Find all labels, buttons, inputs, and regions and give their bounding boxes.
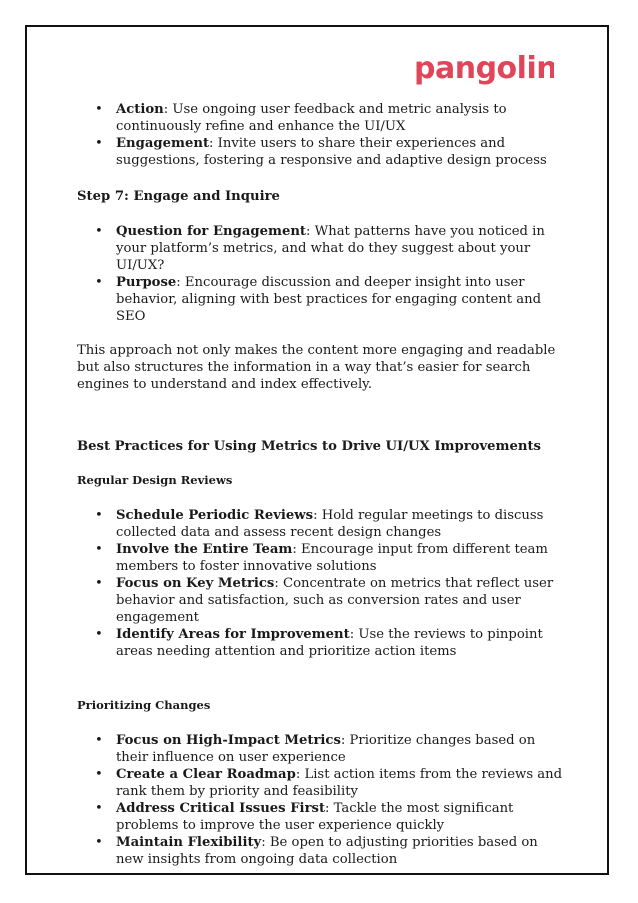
list-item-text: : Use the reviews to pinpoint areas needing attention and prioritize action items — [116, 627, 543, 659]
list-item-term: Involve the Entire Team — [116, 542, 293, 557]
list-item-term: Purpose — [116, 275, 177, 290]
list-item-text: : Encourage discussion and deeper insight into user behavior, aligning with best practices for engaging content and SEO — [116, 275, 542, 324]
list-regular-reviews — [77, 507, 567, 660]
list-step6 — [77, 101, 567, 169]
list-item-term: Question for Engagement — [116, 224, 307, 239]
list-item — [77, 732, 567, 766]
list-item-text: : List action items from the reviews and rank them by priority and feasibility — [116, 767, 563, 799]
list-item — [77, 626, 567, 660]
summary-paragraph: This approach not only makes the content more engaging and readable but also structures the information in a way that’s easier for search engines to understand and index effectively. — [77, 343, 556, 392]
list-item-text: : Use ongoing user feedback and metric analysis to continuously refine and enhance the UI/UX — [116, 102, 507, 134]
list-item — [77, 834, 567, 868]
pangolin-logo — [414, 50, 554, 90]
step7-heading: Step 7: Engage and Inquire — [77, 189, 280, 204]
regular-reviews-heading: Regular Design Reviews — [77, 473, 233, 487]
list-item-text: : Concentrate on metrics that reflect user behavior and satisfaction, such as conversion rates and user engagement — [116, 576, 554, 625]
list-item-text: : Hold regular meetings to discuss collected data and assess recent design changes — [116, 508, 544, 540]
list-item-term: Focus on High-Impact Metrics — [116, 733, 341, 748]
list-item-text: : What patterns have you noticed in your platform’s metrics, and what do they suggest about your UI/UX? — [116, 224, 545, 273]
list-item-text: : Tackle the most significant problems to improve the user experience quickly — [116, 801, 514, 833]
document-body — [77, 101, 567, 868]
list-item — [77, 766, 567, 800]
list-item-text: : Be open to adjusting priorities based on new insights from ongoing data collection — [116, 835, 538, 867]
list-item-term: Focus on Key Metrics — [116, 576, 275, 591]
list-item — [77, 135, 567, 169]
logo-text: pangolin — [414, 51, 554, 86]
list-item-text: : Invite users to share their experiences and suggestions, fostering a responsive and adaptive design process — [116, 136, 547, 168]
list-step7 — [77, 223, 567, 325]
list-item-text: : Encourage input from different team members to foster innovative solutions — [116, 542, 548, 574]
list-item — [77, 575, 567, 626]
best-practices-heading: Best Practices for Using Metrics to Drive UI/UX Improvements — [77, 439, 541, 454]
list-item-term: Schedule Periodic Reviews — [116, 508, 314, 523]
list-item-term: Maintain Flexibility — [116, 835, 262, 850]
pangolin-logo-mark — [414, 50, 554, 90]
list-item — [77, 541, 567, 575]
list-item — [77, 223, 567, 274]
list-prioritizing — [77, 732, 567, 868]
list-item — [77, 274, 567, 325]
list-item-term: Address Critical Issues First — [116, 801, 326, 816]
list-item-term: Identify Areas for Improvement — [116, 627, 350, 642]
list-item — [77, 101, 567, 135]
list-item — [77, 800, 567, 834]
list-item-text: : Prioritize changes based on their influence on user experience — [116, 733, 536, 765]
list-item-term: Create a Clear Roadmap — [116, 767, 296, 782]
list-item-term: Action — [116, 102, 164, 117]
prioritizing-heading: Prioritizing Changes — [77, 698, 211, 712]
list-item-term: Engagement — [116, 136, 210, 151]
list-item — [77, 507, 567, 541]
